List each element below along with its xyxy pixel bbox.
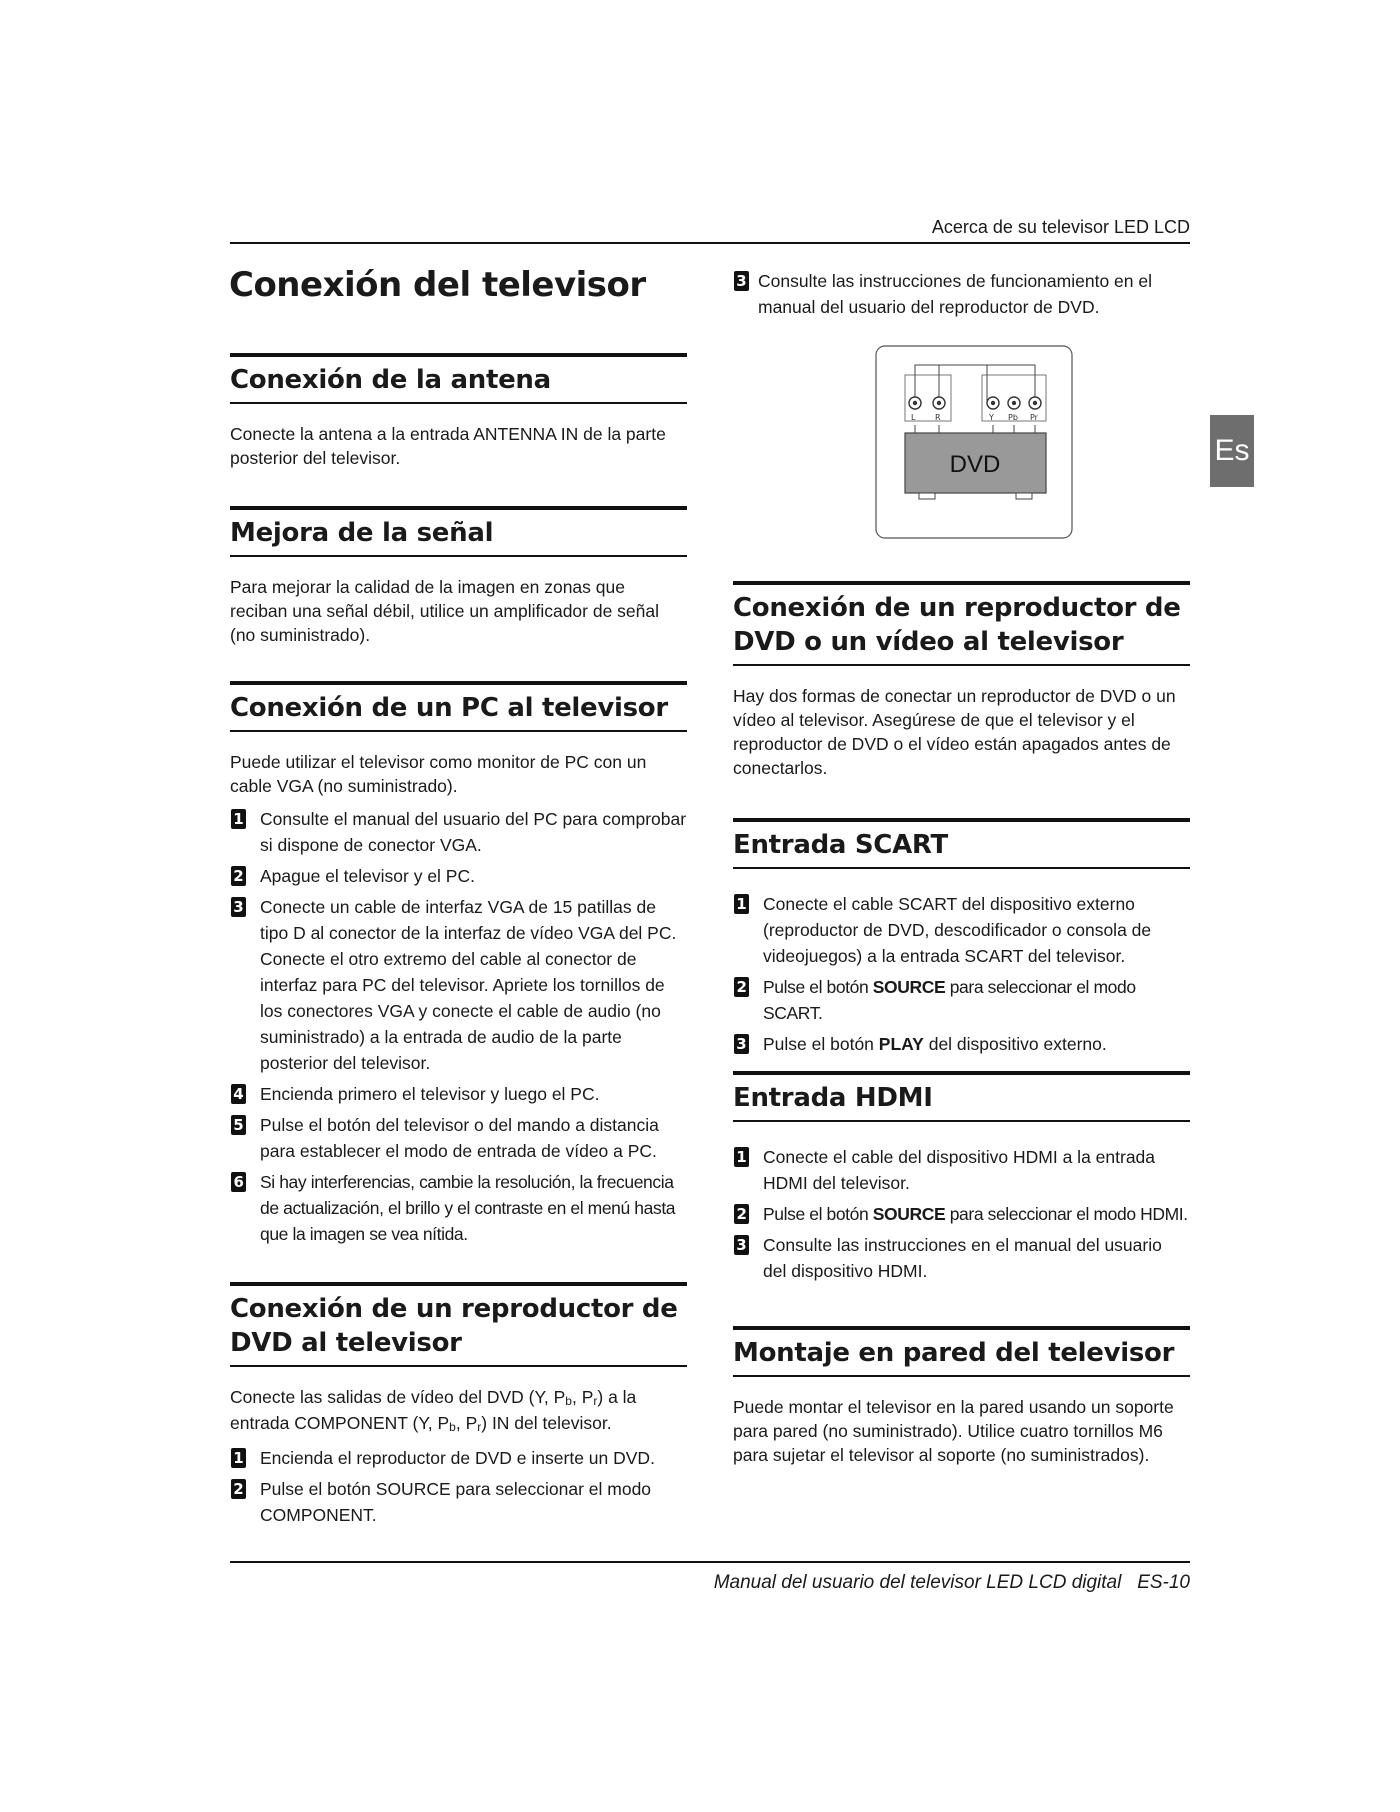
section-dvd-video [733,581,1190,780]
jack-label: L [911,413,916,422]
subscript: b [565,1394,572,1408]
section-title: Conexión de un PC al televisor [230,693,668,723]
hdmi-steps [733,1144,1190,1284]
step-text: Si hay interferencias, cambie la resolución, la frecuencia de actualización, el brillo y el contraste en el menú hasta que la imagen se vea nítida. [260,1172,676,1244]
subscript: b [449,1420,456,1434]
step-text: Encienda el reproductor de DVD e inserte un DVD. [260,1448,655,1468]
step-number: 6 [231,1172,246,1192]
section-title: Mejora de la señal [230,518,494,548]
page-footer [230,1572,1190,1594]
body-text: ) IN del televisor. [481,1413,612,1433]
section-body: Para mejorar la calidad de la imagen en zonas que reciban una señal débil, utilice un amplificador de señal (no suministrado). [230,577,660,645]
step-item [230,1112,687,1164]
section-bottom-rule [230,402,687,404]
step-item [230,806,687,858]
step-text: para seleccionar el modo SCART. [763,977,1136,1023]
audio-r-jack [933,397,945,409]
section-title: Conexión de un reproductor de DVD al televisor [230,1294,678,1358]
step-text: Consulte las instrucciones de funcionamiento en el manual del usuario del reproductor de DVD. [758,271,1152,317]
step-text: Pulse el botón del televisor o del mando a distancia para establecer el modo de entrada de vídeo a PC. [260,1115,659,1161]
section-antenna [230,353,687,470]
step-item [733,1201,1190,1227]
step-text: Pulse el botón [763,1034,879,1054]
language-tab: Es [1210,415,1254,487]
step-item [230,1445,687,1471]
section-title: Montaje en pared del televisor [733,1338,1175,1368]
section-title: Conexión de un reproductor de DVD o un vídeo al televisor [733,593,1181,657]
step-item [733,891,1190,969]
section-title: Entrada SCART [733,830,948,860]
step-item [230,1476,687,1528]
running-header: Acerca de su televisor LED LCD [931,217,1190,237]
scart-steps [733,891,1190,1057]
button-name: SOURCE [872,977,946,997]
step-item [230,1081,687,1107]
body-text: Conecte las salidas de vídeo del DVD (Y, P [230,1387,566,1407]
dvd-connection-diagram [875,345,1073,539]
section-bottom-rule [230,730,687,732]
step-text: Conecte un cable de interfaz VGA de 15 patillas de tipo D al conector de la interfaz de vídeo VGA del PC. Conecte el otro extremo del cable al conector de interfaz para PC del televisor. Apriete los tornillos de los conectores VGA y conecte el cable de audio (no suministrado) a la entrada de audio de la parte posterior del televisor. [260,897,677,1073]
video-y-jack [987,397,999,409]
step-text: Pulse el botón SOURCE para seleccionar el modo COMPONENT. [260,1479,652,1525]
step-text: Apague el televisor y el PC. [260,866,475,886]
step-item [230,863,687,889]
step-number: 3 [231,897,246,917]
step-number: 1 [734,894,749,914]
step-number: 2 [734,977,749,997]
step-text: Consulte el manual del usuario del PC para comprobar si dispone de conector VGA. [260,809,687,855]
dvd-component-steps [230,1445,687,1528]
step-number: 2 [231,1479,246,1499]
jack-label: Pb [1008,413,1018,422]
step-number: 3 [734,1034,749,1054]
jack-label: Pr [1030,413,1038,422]
section-dvd-component [230,1282,687,1533]
section-bottom-rule [733,1120,1190,1122]
section-bottom-rule [733,1375,1190,1377]
jack-label: R [935,413,941,422]
section-bottom-rule [230,1365,687,1367]
section-bottom-rule [230,555,687,557]
step-text: Consulte las instrucciones en el manual del usuario del dispositivo HDMI. [763,1235,1162,1281]
manual-title: Manual del usuario del televisor LED LCD digital [713,1572,1122,1593]
header-rule [230,242,1190,244]
video-pb-jack [1008,397,1020,409]
footer-rule [230,1561,1190,1563]
step-text: Pulse el botón [763,977,873,997]
section-bottom-rule [733,867,1190,869]
dvd-step-3 [733,268,1190,325]
section-bottom-rule [733,664,1190,666]
step-number: 1 [231,1448,246,1468]
section-wall-mount [733,1326,1190,1467]
subscript: r [593,1394,598,1408]
section-title: Entrada HDMI [733,1083,933,1113]
step-number: 2 [734,1204,749,1224]
body-text: , P [455,1413,478,1433]
step-number: 4 [231,1084,246,1104]
section-hdmi [733,1071,1190,1289]
step-text: Conecte el cable SCART del dispositivo externo (reproductor de DVD, descodificador o consola de videojuegos) a la entrada SCART del televisor. [763,894,1152,966]
button-name: PLAY [878,1034,924,1054]
step-item [733,1232,1190,1284]
step-number: 5 [231,1115,246,1135]
subscript: r [477,1420,482,1434]
video-pr-jack [1029,397,1041,409]
section-pc [230,681,687,1252]
jack-label: Y [989,413,994,422]
section-body: Puede utilizar el televisor como monitor de PC con un cable VGA (no suministrado). [230,752,647,796]
step-text: para seleccionar el modo HDMI. [945,1204,1188,1224]
step-text: Pulse el botón [763,1204,873,1224]
step-item [230,894,687,1076]
step-number: 3 [734,1235,749,1255]
step-text: Encienda primero el televisor y luego el PC. [260,1084,600,1104]
page-title: Conexión del televisor [229,265,646,305]
button-name: SOURCE [872,1204,946,1224]
step-number: 1 [231,809,246,829]
section-scart [733,818,1190,1062]
step-item [733,1144,1190,1196]
pc-steps [230,806,687,1247]
audio-l-jack [909,397,921,409]
step-item [733,974,1190,1026]
step-item [733,268,1190,320]
step-item [733,1031,1190,1057]
section-signal [230,506,687,647]
step-item [230,1169,687,1247]
section-body [230,1385,687,1437]
section-title: Conexión de la antena [230,365,551,395]
step-text: Conecte el cable del dispositivo HDMI a la entrada HDMI del televisor. [763,1147,1156,1193]
section-body: Conecte la antena a la entrada ANTENNA IN de la parte posterior del televisor. [230,424,666,468]
body-text: ) a la entrada COMPONENT (Y, P [230,1387,637,1433]
dvd-player-label: DVD [949,451,1001,478]
step-text: del dispositivo externo. [923,1034,1107,1054]
step-number: 1 [734,1147,749,1167]
section-body: Hay dos formas de conectar un reproductor de DVD o un vídeo al televisor. Asegúrese de que el televisor y el reproductor de DVD o el vídeo están apagados antes de conectarlos. [733,686,1176,778]
body-text: , P [571,1387,594,1407]
section-body: Puede montar el televisor en la pared usando un soporte para pared (no suministrado). Utilice cuatro tornillos M6 para sujetar el televisor al soporte (no suministrados). [733,1397,1174,1465]
step-number: 3 [734,271,749,291]
step-number: 2 [231,866,246,886]
page-number: ES-10 [1137,1572,1190,1593]
